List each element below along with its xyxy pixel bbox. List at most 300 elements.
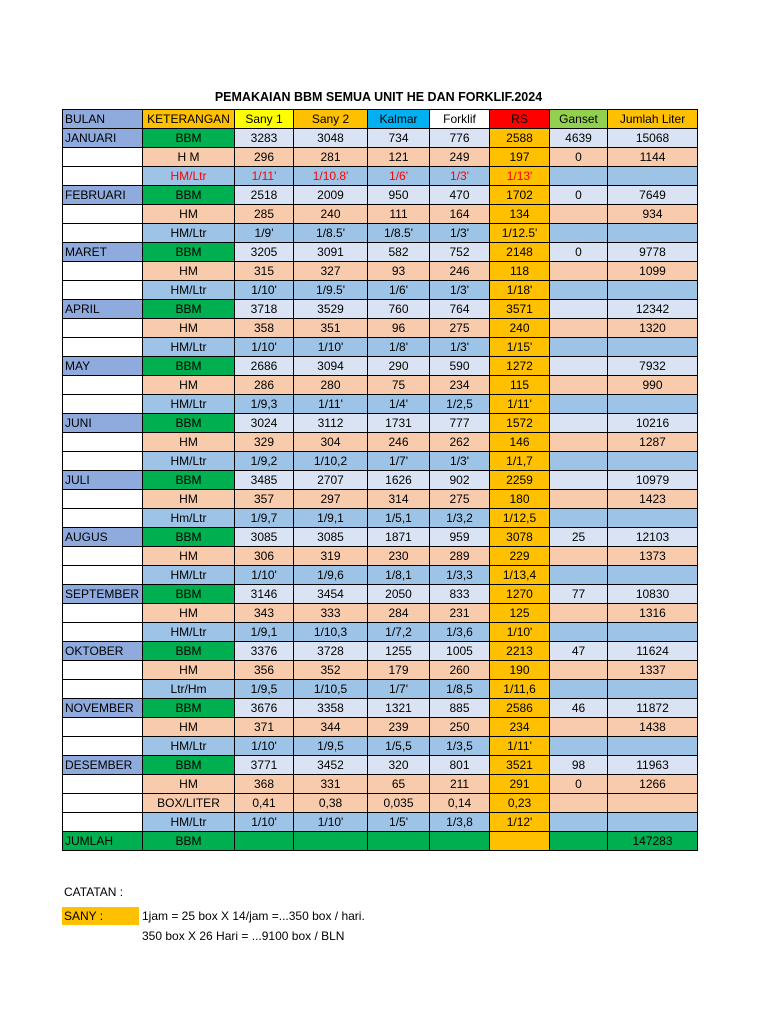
cell-c1[interactable]: 1/10' <box>235 737 294 756</box>
cell-c1[interactable]: 1/10' <box>235 338 294 357</box>
cell-total[interactable] <box>608 338 698 357</box>
cell-ket[interactable]: HM/Ltr <box>143 566 235 585</box>
cell-c2[interactable]: 331 <box>294 775 368 794</box>
cell-ganset[interactable] <box>550 737 608 756</box>
cell-rs[interactable]: 0,23 <box>490 794 550 813</box>
cell-c4[interactable]: 1/3' <box>430 452 490 471</box>
cell-ganset[interactable] <box>550 338 608 357</box>
cell-rs[interactable]: 115 <box>490 376 550 395</box>
header-cell-c1[interactable]: Sany 1 <box>235 110 294 129</box>
cell-ket[interactable]: HM/Ltr <box>143 338 235 357</box>
cell-ganset[interactable] <box>550 224 608 243</box>
cell-ganset[interactable] <box>550 509 608 528</box>
cell-c4[interactable]: 0,14 <box>430 794 490 813</box>
cell-c1[interactable]: 358 <box>235 319 294 338</box>
cell-c4[interactable]: 250 <box>430 718 490 737</box>
cell-total[interactable]: 990 <box>608 376 698 395</box>
cell-ket[interactable]: HM/Ltr <box>143 224 235 243</box>
cell-rs[interactable]: 1/1,7 <box>490 452 550 471</box>
cell-ket[interactable]: HM <box>143 433 235 452</box>
cell-c4[interactable]: 260 <box>430 661 490 680</box>
cell-c3[interactable]: 290 <box>368 357 430 376</box>
cell-month[interactable]: JANUARI <box>63 129 143 148</box>
cell-month[interactable] <box>63 224 143 243</box>
cell-month[interactable]: NOVEMBER <box>63 699 143 718</box>
cell-total[interactable]: 9778 <box>608 243 698 262</box>
cell-rs[interactable]: 1/11,6 <box>490 680 550 699</box>
cell-ket[interactable]: BBM <box>143 300 235 319</box>
cell-rs[interactable]: 190 <box>490 661 550 680</box>
cell-c2[interactable]: 344 <box>294 718 368 737</box>
cell-c4[interactable]: 1005 <box>430 642 490 661</box>
cell-c2[interactable]: 3728 <box>294 642 368 661</box>
cell-ganset[interactable] <box>550 661 608 680</box>
cell-total[interactable]: 147283 <box>608 832 698 851</box>
cell-ket[interactable]: BBM <box>143 756 235 775</box>
cell-month[interactable] <box>63 376 143 395</box>
cell-ganset[interactable] <box>550 490 608 509</box>
cell-c3[interactable]: 1/8,1 <box>368 566 430 585</box>
cell-c4[interactable]: 590 <box>430 357 490 376</box>
cell-c4[interactable]: 275 <box>430 319 490 338</box>
cell-c2[interactable]: 3358 <box>294 699 368 718</box>
cell-c4[interactable]: 776 <box>430 129 490 148</box>
cell-total[interactable]: 11872 <box>608 699 698 718</box>
cell-ket[interactable]: HM <box>143 262 235 281</box>
cell-c1[interactable]: 357 <box>235 490 294 509</box>
cell-c4[interactable]: 801 <box>430 756 490 775</box>
cell-total[interactable]: 1423 <box>608 490 698 509</box>
cell-c3[interactable]: 1/7' <box>368 680 430 699</box>
cell-month[interactable] <box>63 319 143 338</box>
cell-ket[interactable]: BBM <box>143 357 235 376</box>
cell-c4[interactable]: 1/3' <box>430 224 490 243</box>
cell-ket[interactable]: BBM <box>143 699 235 718</box>
cell-total[interactable] <box>608 623 698 642</box>
cell-rs[interactable] <box>490 832 550 851</box>
cell-c3[interactable]: 0,035 <box>368 794 430 813</box>
cell-month[interactable] <box>63 338 143 357</box>
cell-c1[interactable]: 1/9,1 <box>235 623 294 642</box>
cell-month[interactable] <box>63 433 143 452</box>
cell-ket[interactable]: HM <box>143 718 235 737</box>
header-cell-ganset[interactable]: Ganset <box>550 110 608 129</box>
cell-rs[interactable]: 125 <box>490 604 550 623</box>
cell-c2[interactable]: 2009 <box>294 186 368 205</box>
cell-c2[interactable]: 1/11' <box>294 395 368 414</box>
cell-month[interactable] <box>63 490 143 509</box>
cell-ket[interactable]: H M <box>143 148 235 167</box>
cell-c2[interactable]: 319 <box>294 547 368 566</box>
cell-c3[interactable]: 734 <box>368 129 430 148</box>
cell-month[interactable] <box>63 281 143 300</box>
cell-rs[interactable]: 1/12,5 <box>490 509 550 528</box>
cell-c2[interactable]: 280 <box>294 376 368 395</box>
cell-c4[interactable]: 777 <box>430 414 490 433</box>
cell-ket[interactable]: BBM <box>143 585 235 604</box>
cell-c1[interactable]: 306 <box>235 547 294 566</box>
cell-c2[interactable]: 3048 <box>294 129 368 148</box>
cell-total[interactable]: 12103 <box>608 528 698 547</box>
cell-c2[interactable]: 281 <box>294 148 368 167</box>
cell-month[interactable] <box>63 661 143 680</box>
cell-ket[interactable]: HM <box>143 604 235 623</box>
cell-c1[interactable]: 356 <box>235 661 294 680</box>
cell-c4[interactable]: 902 <box>430 471 490 490</box>
cell-c3[interactable]: 1321 <box>368 699 430 718</box>
cell-c3[interactable]: 284 <box>368 604 430 623</box>
cell-c1[interactable]: 1/9,2 <box>235 452 294 471</box>
cell-c2[interactable]: 3091 <box>294 243 368 262</box>
cell-ganset[interactable] <box>550 547 608 566</box>
cell-ket[interactable]: HM/Ltr <box>143 395 235 414</box>
cell-c3[interactable]: 1/8' <box>368 338 430 357</box>
cell-ganset[interactable] <box>550 357 608 376</box>
cell-c3[interactable]: 230 <box>368 547 430 566</box>
cell-month[interactable] <box>63 737 143 756</box>
cell-rs[interactable]: 2148 <box>490 243 550 262</box>
cell-c2[interactable]: 240 <box>294 205 368 224</box>
cell-c1[interactable]: 285 <box>235 205 294 224</box>
cell-c4[interactable]: 1/3,2 <box>430 509 490 528</box>
cell-c1[interactable]: 1/10' <box>235 813 294 832</box>
cell-total[interactable]: 11624 <box>608 642 698 661</box>
cell-c3[interactable]: 75 <box>368 376 430 395</box>
cell-rs[interactable]: 197 <box>490 148 550 167</box>
header-cell-c4[interactable]: Forklif <box>430 110 490 129</box>
cell-total[interactable]: 1316 <box>608 604 698 623</box>
cell-month[interactable]: MARET <box>63 243 143 262</box>
cell-c3[interactable]: 111 <box>368 205 430 224</box>
cell-c4[interactable]: 1/3' <box>430 167 490 186</box>
cell-rs[interactable]: 118 <box>490 262 550 281</box>
cell-c3[interactable]: 950 <box>368 186 430 205</box>
cell-c1[interactable]: 0,41 <box>235 794 294 813</box>
cell-rs[interactable]: 134 <box>490 205 550 224</box>
cell-c3[interactable]: 179 <box>368 661 430 680</box>
cell-ganset[interactable]: 77 <box>550 585 608 604</box>
cell-rs[interactable]: 1572 <box>490 414 550 433</box>
cell-c4[interactable]: 164 <box>430 205 490 224</box>
cell-c2[interactable]: 3529 <box>294 300 368 319</box>
cell-c2[interactable]: 3454 <box>294 585 368 604</box>
cell-c3[interactable]: 1/5,5 <box>368 737 430 756</box>
cell-ganset[interactable]: 46 <box>550 699 608 718</box>
cell-month[interactable] <box>63 794 143 813</box>
cell-rs[interactable]: 1/11' <box>490 737 550 756</box>
cell-c3[interactable]: 1/8.5' <box>368 224 430 243</box>
cell-ganset[interactable] <box>550 794 608 813</box>
cell-c2[interactable]: 304 <box>294 433 368 452</box>
cell-ganset[interactable] <box>550 319 608 338</box>
cell-c3[interactable]: 93 <box>368 262 430 281</box>
cell-total[interactable] <box>608 794 698 813</box>
cell-c3[interactable]: 1255 <box>368 642 430 661</box>
cell-ganset[interactable]: 47 <box>550 642 608 661</box>
cell-c1[interactable]: 3771 <box>235 756 294 775</box>
header-cell-c2[interactable]: Sany 2 <box>294 110 368 129</box>
cell-c4[interactable]: 764 <box>430 300 490 319</box>
cell-c3[interactable]: 239 <box>368 718 430 737</box>
cell-c1[interactable]: 1/10' <box>235 566 294 585</box>
cell-c4[interactable]: 246 <box>430 262 490 281</box>
cell-ket[interactable]: HM/Ltr <box>143 452 235 471</box>
cell-c3[interactable]: 320 <box>368 756 430 775</box>
header-cell-ket[interactable]: KETERANGAN <box>143 110 235 129</box>
cell-c3[interactable]: 1/7,2 <box>368 623 430 642</box>
cell-ganset[interactable] <box>550 376 608 395</box>
cell-c1[interactable] <box>235 832 294 851</box>
cell-c1[interactable]: 296 <box>235 148 294 167</box>
cell-month[interactable] <box>63 395 143 414</box>
cell-ganset[interactable]: 0 <box>550 148 608 167</box>
cell-c4[interactable]: 262 <box>430 433 490 452</box>
cell-c3[interactable]: 96 <box>368 319 430 338</box>
cell-month[interactable] <box>63 566 143 585</box>
cell-c2[interactable]: 0,38 <box>294 794 368 813</box>
cell-c1[interactable]: 286 <box>235 376 294 395</box>
cell-c4[interactable]: 1/8,5 <box>430 680 490 699</box>
cell-ket[interactable]: BBM <box>143 129 235 148</box>
cell-ganset[interactable] <box>550 718 608 737</box>
cell-c1[interactable]: 2518 <box>235 186 294 205</box>
cell-month[interactable] <box>63 509 143 528</box>
cell-c3[interactable]: 1/7' <box>368 452 430 471</box>
cell-rs[interactable]: 1/18' <box>490 281 550 300</box>
cell-c2[interactable]: 3452 <box>294 756 368 775</box>
cell-month[interactable]: AUGUS <box>63 528 143 547</box>
cell-c1[interactable]: 1/9,5 <box>235 680 294 699</box>
cell-c4[interactable]: 1/3' <box>430 281 490 300</box>
cell-c2[interactable]: 3085 <box>294 528 368 547</box>
cell-month[interactable]: JULI <box>63 471 143 490</box>
cell-month[interactable] <box>63 604 143 623</box>
cell-rs[interactable]: 180 <box>490 490 550 509</box>
cell-c4[interactable]: 275 <box>430 490 490 509</box>
header-cell-month[interactable]: BULAN <box>63 110 143 129</box>
cell-ket[interactable]: BBM <box>143 471 235 490</box>
cell-c1[interactable]: 343 <box>235 604 294 623</box>
cell-c4[interactable]: 752 <box>430 243 490 262</box>
cell-ganset[interactable] <box>550 433 608 452</box>
cell-c1[interactable]: 3376 <box>235 642 294 661</box>
cell-ket[interactable]: HM <box>143 319 235 338</box>
cell-c1[interactable]: 3024 <box>235 414 294 433</box>
cell-c2[interactable]: 327 <box>294 262 368 281</box>
cell-month[interactable]: MAY <box>63 357 143 376</box>
cell-month[interactable] <box>63 813 143 832</box>
cell-ket[interactable]: Ltr/Hm <box>143 680 235 699</box>
cell-month[interactable] <box>63 680 143 699</box>
cell-rs[interactable]: 240 <box>490 319 550 338</box>
cell-ket[interactable]: BBM <box>143 642 235 661</box>
cell-c1[interactable]: 371 <box>235 718 294 737</box>
cell-ket[interactable]: BBM <box>143 186 235 205</box>
cell-c2[interactable]: 1/10' <box>294 813 368 832</box>
cell-c1[interactable]: 1/9,3 <box>235 395 294 414</box>
cell-ganset[interactable] <box>550 813 608 832</box>
cell-c1[interactable]: 3485 <box>235 471 294 490</box>
cell-ket[interactable]: HM <box>143 490 235 509</box>
cell-rs[interactable]: 2259 <box>490 471 550 490</box>
cell-c1[interactable]: 3718 <box>235 300 294 319</box>
cell-rs[interactable]: 2588 <box>490 129 550 148</box>
cell-total[interactable]: 15068 <box>608 129 698 148</box>
cell-c4[interactable]: 249 <box>430 148 490 167</box>
cell-c3[interactable]: 1/6' <box>368 281 430 300</box>
cell-c1[interactable]: 3283 <box>235 129 294 148</box>
cell-month[interactable]: DESEMBER <box>63 756 143 775</box>
cell-total[interactable]: 1373 <box>608 547 698 566</box>
cell-c2[interactable]: 1/10,5 <box>294 680 368 699</box>
cell-c2[interactable]: 1/9.5' <box>294 281 368 300</box>
cell-c1[interactable]: 1/10' <box>235 281 294 300</box>
cell-c3[interactable]: 1731 <box>368 414 430 433</box>
cell-month[interactable]: JUNI <box>63 414 143 433</box>
cell-ganset[interactable] <box>550 832 608 851</box>
cell-c1[interactable]: 315 <box>235 262 294 281</box>
cell-rs[interactable]: 146 <box>490 433 550 452</box>
cell-c3[interactable] <box>368 832 430 851</box>
cell-rs[interactable]: 2213 <box>490 642 550 661</box>
cell-month[interactable] <box>63 262 143 281</box>
cell-total[interactable]: 10979 <box>608 471 698 490</box>
cell-total[interactable] <box>608 395 698 414</box>
cell-c2[interactable]: 297 <box>294 490 368 509</box>
cell-rs[interactable]: 234 <box>490 718 550 737</box>
cell-ganset[interactable]: 0 <box>550 186 608 205</box>
cell-total[interactable]: 1287 <box>608 433 698 452</box>
cell-c4[interactable]: 833 <box>430 585 490 604</box>
cell-ket[interactable]: HM <box>143 376 235 395</box>
cell-rs[interactable]: 3078 <box>490 528 550 547</box>
cell-ket[interactable]: HM/Ltr <box>143 813 235 832</box>
cell-total[interactable] <box>608 281 698 300</box>
cell-c1[interactable]: 1/9' <box>235 224 294 243</box>
cell-ganset[interactable] <box>550 205 608 224</box>
cell-c2[interactable]: 1/8.5' <box>294 224 368 243</box>
cell-c3[interactable]: 582 <box>368 243 430 262</box>
cell-ganset[interactable] <box>550 262 608 281</box>
cell-rs[interactable]: 1/15' <box>490 338 550 357</box>
cell-ganset[interactable] <box>550 414 608 433</box>
cell-c4[interactable]: 1/3' <box>430 338 490 357</box>
cell-rs[interactable]: 3521 <box>490 756 550 775</box>
cell-rs[interactable]: 1/12.5' <box>490 224 550 243</box>
cell-month[interactable]: JUMLAH <box>63 832 143 851</box>
cell-c4[interactable]: 885 <box>430 699 490 718</box>
cell-rs[interactable]: 291 <box>490 775 550 794</box>
cell-ganset[interactable] <box>550 281 608 300</box>
cell-total[interactable] <box>608 737 698 756</box>
cell-total[interactable]: 10830 <box>608 585 698 604</box>
cell-c2[interactable]: 1/10,3 <box>294 623 368 642</box>
cell-c4[interactable]: 231 <box>430 604 490 623</box>
cell-total[interactable]: 1099 <box>608 262 698 281</box>
cell-total[interactable]: 12342 <box>608 300 698 319</box>
cell-total[interactable] <box>608 224 698 243</box>
cell-total[interactable]: 1266 <box>608 775 698 794</box>
cell-month[interactable] <box>63 547 143 566</box>
cell-ket[interactable]: BBM <box>143 832 235 851</box>
cell-c3[interactable]: 1/4' <box>368 395 430 414</box>
cell-total[interactable] <box>608 566 698 585</box>
cell-rs[interactable]: 1270 <box>490 585 550 604</box>
cell-ganset[interactable] <box>550 300 608 319</box>
cell-ganset[interactable] <box>550 395 608 414</box>
cell-total[interactable] <box>608 509 698 528</box>
cell-total[interactable]: 10216 <box>608 414 698 433</box>
header-cell-total[interactable]: Jumlah Liter <box>608 110 698 129</box>
cell-c2[interactable]: 3112 <box>294 414 368 433</box>
cell-c1[interactable]: 3676 <box>235 699 294 718</box>
cell-ket[interactable]: HM <box>143 775 235 794</box>
cell-ket[interactable]: HM <box>143 205 235 224</box>
cell-c2[interactable]: 351 <box>294 319 368 338</box>
cell-c4[interactable]: 959 <box>430 528 490 547</box>
cell-total[interactable]: 7932 <box>608 357 698 376</box>
cell-ket[interactable]: HM/Ltr <box>143 167 235 186</box>
cell-ket[interactable]: BBM <box>143 243 235 262</box>
header-cell-c3[interactable]: Kalmar <box>368 110 430 129</box>
cell-rs[interactable]: 1/13' <box>490 167 550 186</box>
cell-ganset[interactable]: 4639 <box>550 129 608 148</box>
cell-c2[interactable]: 2707 <box>294 471 368 490</box>
cell-ket[interactable]: HM/Ltr <box>143 737 235 756</box>
cell-ket[interactable]: BBM <box>143 528 235 547</box>
cell-total[interactable]: 1438 <box>608 718 698 737</box>
cell-total[interactable]: 934 <box>608 205 698 224</box>
cell-month[interactable]: OKTOBER <box>63 642 143 661</box>
cell-c2[interactable]: 3094 <box>294 357 368 376</box>
cell-c3[interactable]: 121 <box>368 148 430 167</box>
cell-c3[interactable]: 760 <box>368 300 430 319</box>
cell-ganset[interactable]: 98 <box>550 756 608 775</box>
cell-c1[interactable]: 329 <box>235 433 294 452</box>
cell-total[interactable]: 11963 <box>608 756 698 775</box>
cell-c1[interactable]: 1/11' <box>235 167 294 186</box>
cell-c3[interactable]: 1/5' <box>368 813 430 832</box>
cell-c3[interactable]: 1871 <box>368 528 430 547</box>
cell-total[interactable]: 7649 <box>608 186 698 205</box>
cell-ket[interactable]: HM <box>143 547 235 566</box>
cell-ganset[interactable] <box>550 604 608 623</box>
cell-c2[interactable]: 1/10,2 <box>294 452 368 471</box>
cell-c4[interactable]: 1/3,8 <box>430 813 490 832</box>
cell-c3[interactable]: 2050 <box>368 585 430 604</box>
cell-c2[interactable]: 1/10' <box>294 338 368 357</box>
cell-rs[interactable]: 229 <box>490 547 550 566</box>
cell-c2[interactable]: 1/9,5 <box>294 737 368 756</box>
cell-ganset[interactable]: 0 <box>550 243 608 262</box>
cell-c3[interactable]: 1/6' <box>368 167 430 186</box>
cell-c3[interactable]: 1/5,1 <box>368 509 430 528</box>
cell-ganset[interactable] <box>550 167 608 186</box>
cell-rs[interactable]: 1/13,4 <box>490 566 550 585</box>
cell-ganset[interactable] <box>550 471 608 490</box>
cell-rs[interactable]: 1/11' <box>490 395 550 414</box>
cell-c4[interactable]: 234 <box>430 376 490 395</box>
cell-rs[interactable]: 2586 <box>490 699 550 718</box>
cell-ket[interactable]: HM/Ltr <box>143 281 235 300</box>
cell-month[interactable] <box>63 148 143 167</box>
cell-month[interactable] <box>63 167 143 186</box>
cell-c3[interactable]: 246 <box>368 433 430 452</box>
cell-ket[interactable]: BBM <box>143 414 235 433</box>
cell-ket[interactable]: Hm/Ltr <box>143 509 235 528</box>
cell-c4[interactable]: 1/3,5 <box>430 737 490 756</box>
cell-c2[interactable]: 1/9,6 <box>294 566 368 585</box>
